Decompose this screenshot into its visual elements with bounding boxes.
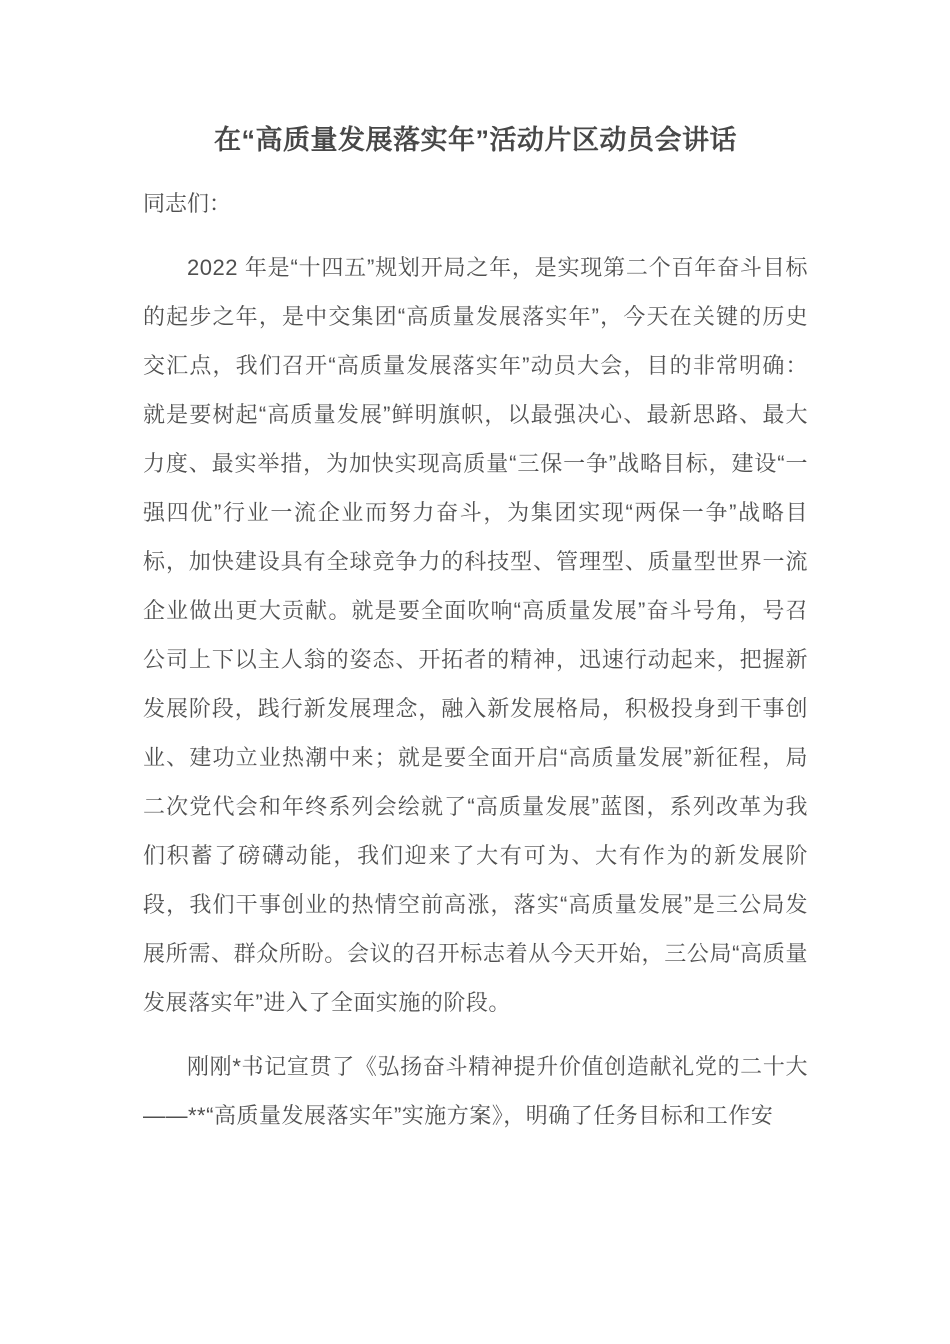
salutation: 同志们： [143,191,232,216]
body-paragraph: 2022 年是“十四五”规划开局之年，是实现第二个百年奋斗目标的起步之年，是中交集团“高质量发展落实年”，今天在关键的历史交汇点，我们召开“高质量发展落实年”动员大会，目的非常明确：就是要树起“高质量发展”鲜明旗帜，以最强决心、最新思路、最大力度、最实举措，为加快实现高质量“三保一争”战略目标，建设“一强四优”行业一流企业而努力奋斗，为集团实现“两保一争”战略目标，加快建设具有全球竞争力的科技型、管理型、质量型世界一流企业做出更大贡献。就是要全面吹响“高质量发展”奋斗号角，号召公司上下以主人翁的姿态、开拓者的精神，迅速行动起来，把握新发展阶段，践行新发展理念，融入新发展格局，积极投身到干事创业、建功立业热潮中来；就是要全面开启“高质量发展”新征程，局二次党代会和年终系列会绘就了“高质量发展”蓝图，系列改革为我们积蓄了磅礴动能，我们迎来了大有可为、大有作为的新发展阶段，我们干事创业的热情空前高涨，落实“高质量发展”是三公局发展所需、群众所盼。会议的召开标志着从今天开始，三公局“高质量发展落实年”进入了全面实施的阶段。 [143,255,808,1015]
document-title: 在“高质量发展落实年”活动片区动员会讲话 [214,125,737,155]
body-paragraph: 刚刚*书记宣贯了《弘扬奋斗精神提升价值创造献礼党的二十大——**“高质量发展落实年”实施方案》，明确了任务目标和工作安 [143,1054,808,1128]
